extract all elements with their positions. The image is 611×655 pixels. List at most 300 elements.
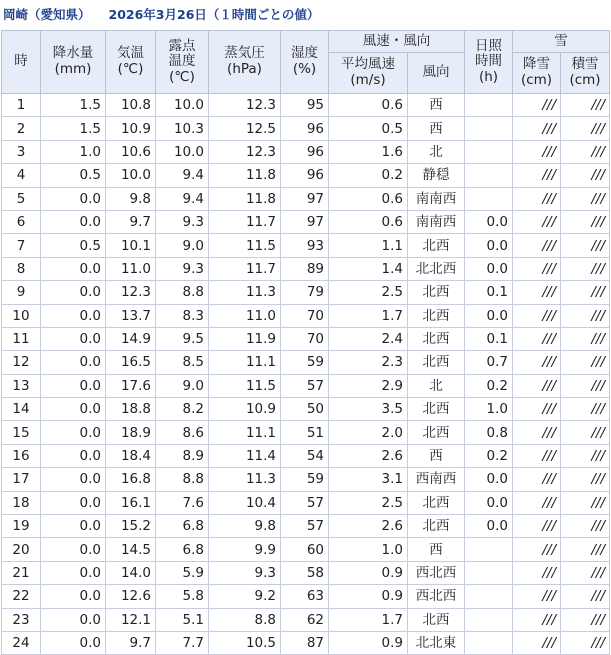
cell-temperature: 12.3 <box>106 281 156 304</box>
cell-snowfall: /// <box>513 468 561 491</box>
cell-wind-speed: 0.2 <box>329 164 408 187</box>
cell-snow-depth: /// <box>561 257 610 280</box>
cell-sunshine: 0.1 <box>465 281 513 304</box>
table-row <box>2 491 610 514</box>
cell-snowfall: /// <box>513 515 561 538</box>
cell-sunshine: 1.0 <box>465 398 513 421</box>
cell-wind-speed: 0.5 <box>329 117 408 140</box>
cell-snowfall: /// <box>513 304 561 327</box>
cell-sunshine: 0.7 <box>465 351 513 374</box>
cell-hour: 22 <box>2 585 41 608</box>
cell-sunshine <box>465 631 513 654</box>
cell-sunshine <box>465 561 513 584</box>
header-humidity-unit: (%) <box>292 61 317 77</box>
page-title <box>0 0 611 30</box>
table-row <box>2 515 610 538</box>
header-snowfall-label: 降雪 <box>523 56 550 73</box>
cell-temperature: 13.7 <box>106 304 156 327</box>
cell-sunshine: 0.1 <box>465 327 513 350</box>
cell-temperature: 14.5 <box>106 538 156 561</box>
cell-vapor-pressure: 11.8 <box>209 187 281 210</box>
table-row <box>2 281 610 304</box>
cell-temperature: 18.8 <box>106 398 156 421</box>
cell-temperature: 14.0 <box>106 561 156 584</box>
header-dewpoint-unit: (℃) <box>169 68 195 85</box>
cell-vapor-pressure: 12.3 <box>209 140 281 163</box>
table-row <box>2 538 610 561</box>
cell-snow-depth: /// <box>561 351 610 374</box>
cell-snow-depth: /// <box>561 304 610 327</box>
cell-humidity: 97 <box>281 187 329 210</box>
cell-wind-direction: 北 <box>408 140 465 163</box>
header-vapor-unit: (hPa) <box>227 61 262 77</box>
cell-wind-speed: 0.9 <box>329 561 408 584</box>
header-snowfall <box>513 53 561 94</box>
header-temperature-label: 気温 <box>117 45 144 62</box>
cell-temperature: 9.7 <box>106 210 156 233</box>
cell-wind-direction: 南南西 <box>408 210 465 233</box>
cell-precipitation: 0.0 <box>41 187 106 210</box>
cell-humidity: 60 <box>281 538 329 561</box>
header-snow-group: 雪 <box>513 31 610 53</box>
cell-precipitation: 0.0 <box>41 327 106 350</box>
cell-hour: 11 <box>2 327 41 350</box>
cell-vapor-pressure: 9.9 <box>209 538 281 561</box>
cell-temperature: 18.4 <box>106 444 156 467</box>
cell-sunshine: 0.0 <box>465 468 513 491</box>
table-body <box>2 94 610 655</box>
cell-hour: 20 <box>2 538 41 561</box>
table-row <box>2 117 610 140</box>
cell-dewpoint: 9.3 <box>156 257 209 280</box>
cell-hour: 18 <box>2 491 41 514</box>
cell-wind-speed: 2.6 <box>329 444 408 467</box>
cell-hour: 24 <box>2 631 41 654</box>
cell-wind-direction: 北西 <box>408 515 465 538</box>
cell-snowfall: /// <box>513 491 561 514</box>
cell-snowfall: /// <box>513 561 561 584</box>
cell-snow-depth: /// <box>561 538 610 561</box>
hourly-observation-table <box>1 30 610 655</box>
cell-hour: 16 <box>2 444 41 467</box>
table-row <box>2 327 610 350</box>
header-snow-depth <box>561 53 610 94</box>
header-vapor-pressure <box>209 31 281 94</box>
cell-vapor-pressure: 11.9 <box>209 327 281 350</box>
cell-dewpoint: 8.9 <box>156 444 209 467</box>
header-sunshine-unit: (h) <box>478 68 499 85</box>
cell-snow-depth: /// <box>561 234 610 257</box>
cell-wind-speed: 0.6 <box>329 94 408 117</box>
cell-wind-direction: 西 <box>408 117 465 140</box>
cell-wind-direction: 北 <box>408 374 465 397</box>
table-row <box>2 304 610 327</box>
cell-wind-direction: 北西 <box>408 421 465 444</box>
cell-wind-speed: 3.1 <box>329 468 408 491</box>
cell-temperature: 10.0 <box>106 164 156 187</box>
header-wind-direction: 風向 <box>408 53 465 94</box>
cell-snow-depth: /// <box>561 398 610 421</box>
cell-dewpoint: 8.2 <box>156 398 209 421</box>
table-row <box>2 608 610 631</box>
table-row <box>2 187 610 210</box>
cell-hour: 15 <box>2 421 41 444</box>
table-row <box>2 444 610 467</box>
cell-vapor-pressure: 9.2 <box>209 585 281 608</box>
cell-temperature: 16.1 <box>106 491 156 514</box>
date-caption: 2026年3月26日（１時間ごとの値） <box>108 7 320 22</box>
cell-snowfall: /// <box>513 281 561 304</box>
cell-dewpoint: 9.0 <box>156 234 209 257</box>
cell-wind-direction: 北西 <box>408 234 465 257</box>
cell-sunshine <box>465 187 513 210</box>
cell-snow-depth: /// <box>561 631 610 654</box>
cell-vapor-pressure: 11.8 <box>209 164 281 187</box>
cell-precipitation: 0.5 <box>41 164 106 187</box>
cell-wind-speed: 1.7 <box>329 608 408 631</box>
cell-sunshine: 0.2 <box>465 374 513 397</box>
cell-wind-speed: 1.7 <box>329 304 408 327</box>
table-row <box>2 561 610 584</box>
cell-snow-depth: /// <box>561 585 610 608</box>
cell-hour: 6 <box>2 210 41 233</box>
cell-vapor-pressure: 12.5 <box>209 117 281 140</box>
table-row <box>2 140 610 163</box>
table-row <box>2 94 610 117</box>
cell-wind-direction: 北西 <box>408 608 465 631</box>
cell-temperature: 11.0 <box>106 257 156 280</box>
cell-humidity: 87 <box>281 631 329 654</box>
cell-vapor-pressure: 11.4 <box>209 444 281 467</box>
cell-precipitation: 0.0 <box>41 374 106 397</box>
cell-wind-direction: 北北東 <box>408 631 465 654</box>
cell-snowfall: /// <box>513 234 561 257</box>
cell-temperature: 16.5 <box>106 351 156 374</box>
cell-snow-depth: /// <box>561 327 610 350</box>
header-snow-depth-unit: (cm) <box>569 72 601 88</box>
cell-temperature: 15.2 <box>106 515 156 538</box>
header-hour: 時 <box>2 31 41 94</box>
cell-hour: 14 <box>2 398 41 421</box>
cell-snow-depth: /// <box>561 210 610 233</box>
cell-wind-speed: 2.0 <box>329 421 408 444</box>
cell-snowfall: /// <box>513 351 561 374</box>
cell-temperature: 14.9 <box>106 327 156 350</box>
cell-snow-depth: /// <box>561 281 610 304</box>
cell-snowfall: /// <box>513 538 561 561</box>
cell-dewpoint: 7.7 <box>156 631 209 654</box>
cell-wind-speed: 1.0 <box>329 538 408 561</box>
cell-wind-speed: 2.6 <box>329 515 408 538</box>
cell-vapor-pressure: 11.1 <box>209 421 281 444</box>
cell-hour: 7 <box>2 234 41 257</box>
cell-humidity: 54 <box>281 444 329 467</box>
cell-humidity: 63 <box>281 585 329 608</box>
table-row <box>2 585 610 608</box>
cell-humidity: 57 <box>281 374 329 397</box>
cell-wind-speed: 2.5 <box>329 281 408 304</box>
table-row <box>2 257 610 280</box>
cell-dewpoint: 8.8 <box>156 281 209 304</box>
cell-snow-depth: /// <box>561 421 610 444</box>
cell-wind-direction: 静穏 <box>408 164 465 187</box>
cell-snow-depth: /// <box>561 468 610 491</box>
cell-humidity: 57 <box>281 515 329 538</box>
cell-precipitation: 0.0 <box>41 210 106 233</box>
cell-snow-depth: /// <box>561 491 610 514</box>
cell-wind-direction: 北北西 <box>408 257 465 280</box>
cell-snowfall: /// <box>513 585 561 608</box>
header-sunshine <box>465 31 513 94</box>
cell-sunshine: 0.0 <box>465 234 513 257</box>
cell-dewpoint: 8.5 <box>156 351 209 374</box>
header-dewpoint-label-2: 温度 <box>168 53 196 70</box>
cell-wind-direction: 西北西 <box>408 585 465 608</box>
header-dewpoint-label-1: 露点 <box>168 37 196 54</box>
header-humidity-label: 湿度 <box>291 45 318 62</box>
cell-precipitation: 0.0 <box>41 538 106 561</box>
cell-hour: 21 <box>2 561 41 584</box>
cell-dewpoint: 9.4 <box>156 164 209 187</box>
cell-dewpoint: 10.0 <box>156 140 209 163</box>
cell-humidity: 96 <box>281 140 329 163</box>
cell-wind-direction: 北西 <box>408 351 465 374</box>
header-wind-speed <box>329 53 408 94</box>
table-row <box>2 374 610 397</box>
table-row <box>2 421 610 444</box>
table-row <box>2 234 610 257</box>
cell-humidity: 59 <box>281 351 329 374</box>
cell-precipitation: 0.0 <box>41 491 106 514</box>
cell-humidity: 58 <box>281 561 329 584</box>
cell-wind-speed: 0.6 <box>329 210 408 233</box>
cell-temperature: 18.9 <box>106 421 156 444</box>
header-temperature <box>106 31 156 94</box>
station-name: 岡崎（愛知県） <box>3 7 91 22</box>
cell-humidity: 50 <box>281 398 329 421</box>
cell-snow-depth: /// <box>561 444 610 467</box>
cell-dewpoint: 8.8 <box>156 468 209 491</box>
header-dewpoint <box>156 31 209 94</box>
cell-wind-direction: 北西 <box>408 304 465 327</box>
cell-wind-direction: 西 <box>408 538 465 561</box>
cell-humidity: 79 <box>281 281 329 304</box>
cell-hour: 2 <box>2 117 41 140</box>
cell-snow-depth: /// <box>561 94 610 117</box>
cell-vapor-pressure: 11.3 <box>209 281 281 304</box>
cell-humidity: 96 <box>281 117 329 140</box>
cell-humidity: 93 <box>281 234 329 257</box>
cell-wind-direction: 南南西 <box>408 187 465 210</box>
cell-temperature: 9.7 <box>106 631 156 654</box>
cell-temperature: 10.6 <box>106 140 156 163</box>
cell-humidity: 95 <box>281 94 329 117</box>
cell-sunshine: 0.2 <box>465 444 513 467</box>
cell-hour: 12 <box>2 351 41 374</box>
cell-hour: 5 <box>2 187 41 210</box>
cell-hour: 19 <box>2 515 41 538</box>
cell-snowfall: /// <box>513 140 561 163</box>
cell-snow-depth: /// <box>561 164 610 187</box>
table-row <box>2 468 610 491</box>
cell-sunshine: 0.0 <box>465 515 513 538</box>
cell-temperature: 10.1 <box>106 234 156 257</box>
cell-humidity: 59 <box>281 468 329 491</box>
cell-sunshine <box>465 117 513 140</box>
cell-humidity: 89 <box>281 257 329 280</box>
cell-humidity: 62 <box>281 608 329 631</box>
cell-hour: 23 <box>2 608 41 631</box>
cell-dewpoint: 6.8 <box>156 515 209 538</box>
cell-vapor-pressure: 9.3 <box>209 561 281 584</box>
cell-snowfall: /// <box>513 608 561 631</box>
cell-wind-speed: 2.3 <box>329 351 408 374</box>
cell-dewpoint: 5.9 <box>156 561 209 584</box>
cell-dewpoint: 10.0 <box>156 94 209 117</box>
table-row <box>2 210 610 233</box>
cell-dewpoint: 9.3 <box>156 210 209 233</box>
table-row <box>2 631 610 654</box>
cell-humidity: 97 <box>281 210 329 233</box>
cell-wind-speed: 0.6 <box>329 187 408 210</box>
header-sunshine-label-2: 時間 <box>475 53 502 70</box>
cell-hour: 17 <box>2 468 41 491</box>
cell-temperature: 12.1 <box>106 608 156 631</box>
cell-vapor-pressure: 10.4 <box>209 491 281 514</box>
cell-wind-direction: 北西 <box>408 327 465 350</box>
cell-hour: 3 <box>2 140 41 163</box>
cell-wind-direction: 西南西 <box>408 468 465 491</box>
cell-wind-speed: 0.9 <box>329 631 408 654</box>
cell-hour: 4 <box>2 164 41 187</box>
cell-snowfall: /// <box>513 631 561 654</box>
cell-wind-speed: 2.4 <box>329 327 408 350</box>
header-wind-speed-label: 平均風速 <box>341 56 395 73</box>
cell-vapor-pressure: 8.8 <box>209 608 281 631</box>
cell-snow-depth: /// <box>561 608 610 631</box>
cell-precipitation: 0.5 <box>41 234 106 257</box>
cell-sunshine: 0.0 <box>465 304 513 327</box>
cell-temperature: 9.8 <box>106 187 156 210</box>
cell-snowfall: /// <box>513 117 561 140</box>
cell-sunshine <box>465 585 513 608</box>
cell-hour: 10 <box>2 304 41 327</box>
header-wind-speed-unit: (m/s) <box>350 72 386 88</box>
header-precipitation-label: 降水量 <box>52 45 94 62</box>
cell-sunshine <box>465 140 513 163</box>
header-wind-group: 風速・風向 <box>329 31 465 53</box>
cell-precipitation: 0.0 <box>41 304 106 327</box>
table-row <box>2 398 610 421</box>
cell-vapor-pressure: 11.7 <box>209 257 281 280</box>
cell-precipitation: 0.0 <box>41 515 106 538</box>
header-sunshine-label-1: 日照 <box>475 37 502 54</box>
cell-humidity: 51 <box>281 421 329 444</box>
cell-humidity: 57 <box>281 491 329 514</box>
cell-vapor-pressure: 11.3 <box>209 468 281 491</box>
table-row <box>2 351 610 374</box>
cell-wind-speed: 1.6 <box>329 140 408 163</box>
header-snow-depth-label: 積雪 <box>571 56 599 73</box>
cell-wind-speed: 2.9 <box>329 374 408 397</box>
cell-precipitation: 0.0 <box>41 257 106 280</box>
cell-sunshine <box>465 94 513 117</box>
cell-wind-direction: 北西 <box>408 491 465 514</box>
cell-precipitation: 0.0 <box>41 631 106 654</box>
cell-vapor-pressure: 12.3 <box>209 94 281 117</box>
cell-wind-direction: 西北西 <box>408 561 465 584</box>
cell-dewpoint: 5.8 <box>156 585 209 608</box>
cell-wind-direction: 北西 <box>408 398 465 421</box>
cell-sunshine <box>465 608 513 631</box>
header-precipitation <box>41 31 106 94</box>
cell-hour: 8 <box>2 257 41 280</box>
cell-snowfall: /// <box>513 444 561 467</box>
cell-dewpoint: 9.5 <box>156 327 209 350</box>
cell-vapor-pressure: 11.5 <box>209 234 281 257</box>
cell-precipitation: 1.5 <box>41 94 106 117</box>
cell-sunshine <box>465 538 513 561</box>
cell-vapor-pressure: 11.5 <box>209 374 281 397</box>
cell-humidity: 70 <box>281 327 329 350</box>
cell-dewpoint: 10.3 <box>156 117 209 140</box>
cell-hour: 13 <box>2 374 41 397</box>
cell-temperature: 17.6 <box>106 374 156 397</box>
cell-wind-direction: 西 <box>408 444 465 467</box>
cell-wind-speed: 1.1 <box>329 234 408 257</box>
cell-precipitation: 1.5 <box>41 117 106 140</box>
header-snowfall-unit: (cm) <box>520 72 553 88</box>
cell-sunshine: 0.0 <box>465 491 513 514</box>
cell-snowfall: /// <box>513 94 561 117</box>
cell-snow-depth: /// <box>561 515 610 538</box>
cell-wind-speed: 1.4 <box>329 257 408 280</box>
cell-humidity: 96 <box>281 164 329 187</box>
cell-wind-direction: 西 <box>408 94 465 117</box>
cell-vapor-pressure: 11.0 <box>209 304 281 327</box>
cell-snow-depth: /// <box>561 140 610 163</box>
cell-snowfall: /// <box>513 164 561 187</box>
cell-vapor-pressure: 11.7 <box>209 210 281 233</box>
cell-snowfall: /// <box>513 421 561 444</box>
cell-sunshine: 0.0 <box>465 257 513 280</box>
cell-snowfall: /// <box>513 374 561 397</box>
cell-precipitation: 0.0 <box>41 281 106 304</box>
header-humidity <box>281 31 329 94</box>
cell-dewpoint: 5.1 <box>156 608 209 631</box>
cell-wind-speed: 2.5 <box>329 491 408 514</box>
cell-snow-depth: /// <box>561 117 610 140</box>
cell-precipitation: 0.0 <box>41 468 106 491</box>
cell-snowfall: /// <box>513 257 561 280</box>
cell-wind-speed: 0.9 <box>329 585 408 608</box>
cell-snowfall: /// <box>513 187 561 210</box>
header-precipitation-unit: (mm) <box>54 61 92 77</box>
cell-dewpoint: 9.0 <box>156 374 209 397</box>
cell-snowfall: /// <box>513 210 561 233</box>
cell-sunshine: 0.8 <box>465 421 513 444</box>
table-row <box>2 164 610 187</box>
header-temperature-unit: (℃) <box>117 61 144 77</box>
cell-dewpoint: 6.8 <box>156 538 209 561</box>
cell-vapor-pressure: 10.9 <box>209 398 281 421</box>
cell-temperature: 16.8 <box>106 468 156 491</box>
cell-hour: 9 <box>2 281 41 304</box>
cell-snow-depth: /// <box>561 187 610 210</box>
cell-vapor-pressure: 9.8 <box>209 515 281 538</box>
cell-sunshine <box>465 164 513 187</box>
cell-temperature: 10.8 <box>106 94 156 117</box>
